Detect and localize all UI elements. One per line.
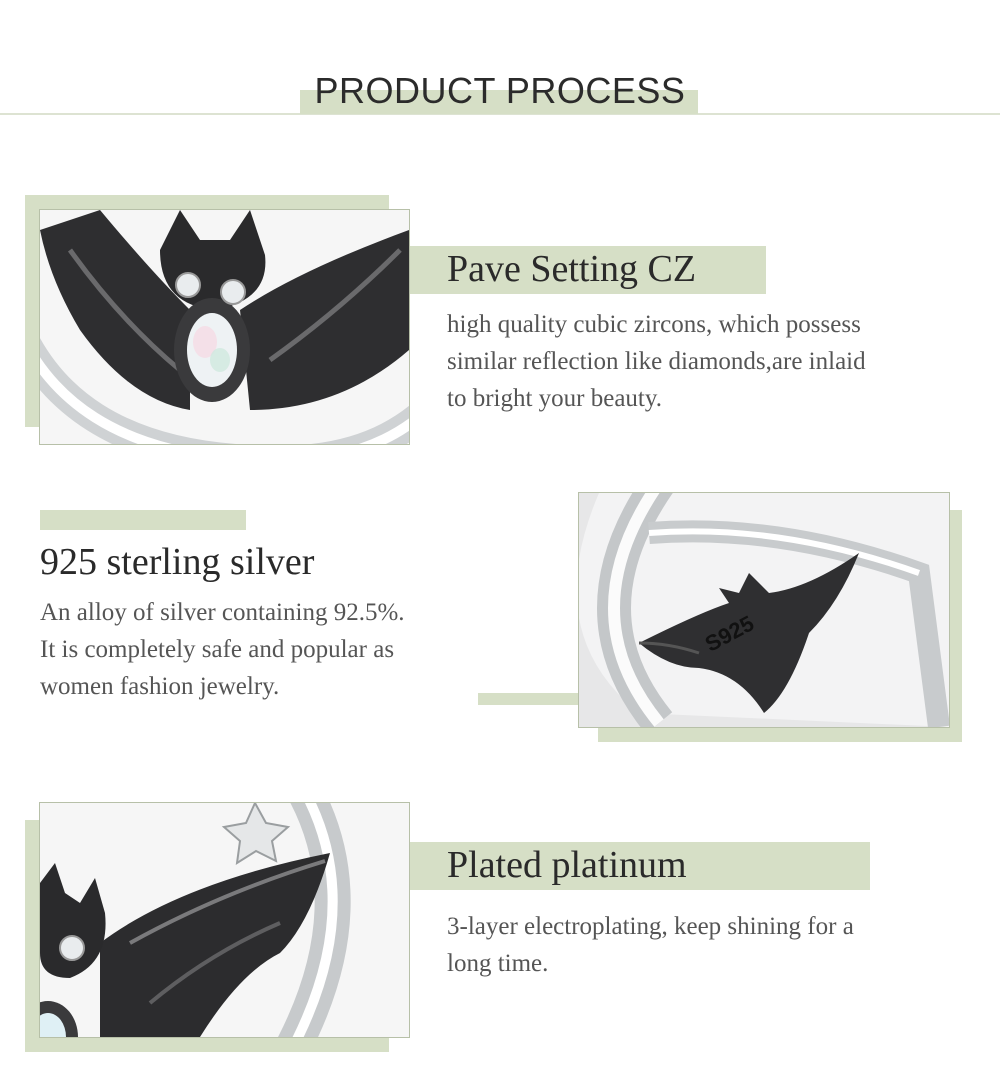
section-heading-plated: Plated platinum — [447, 844, 687, 886]
section-desc-plated — [447, 908, 987, 982]
section-desc-silver — [40, 594, 480, 705]
desc-line: similar reflection like diamonds,are inlaid — [447, 348, 866, 375]
desc-line: long time. — [447, 950, 549, 977]
bat-plated-photo — [39, 802, 410, 1038]
desc-line: 3-layer electroplating, keep shining for a — [447, 913, 854, 940]
section-heading-silver: 925 sterling silver — [40, 541, 315, 583]
desc-line: women fashion jewelry. — [40, 673, 280, 700]
heading-accent-2 — [40, 510, 246, 530]
s925-stamp: S925 — [700, 610, 759, 657]
section-heading-pave: Pave Setting CZ — [447, 248, 697, 290]
desc-line: It is completely safe and popular as — [40, 636, 395, 663]
bat-back-stamp-photo — [578, 492, 950, 728]
page-title: PRODUCT PROCESS — [314, 70, 686, 111]
connector-accent — [478, 693, 580, 705]
section-desc-pave — [447, 306, 987, 417]
bat-opal-photo — [39, 209, 410, 445]
desc-line: to bright your beauty. — [447, 385, 663, 412]
desc-line: An alloy of silver containing 92.5%. — [40, 599, 405, 626]
desc-line: high quality cubic zircons, which possess — [447, 311, 861, 338]
